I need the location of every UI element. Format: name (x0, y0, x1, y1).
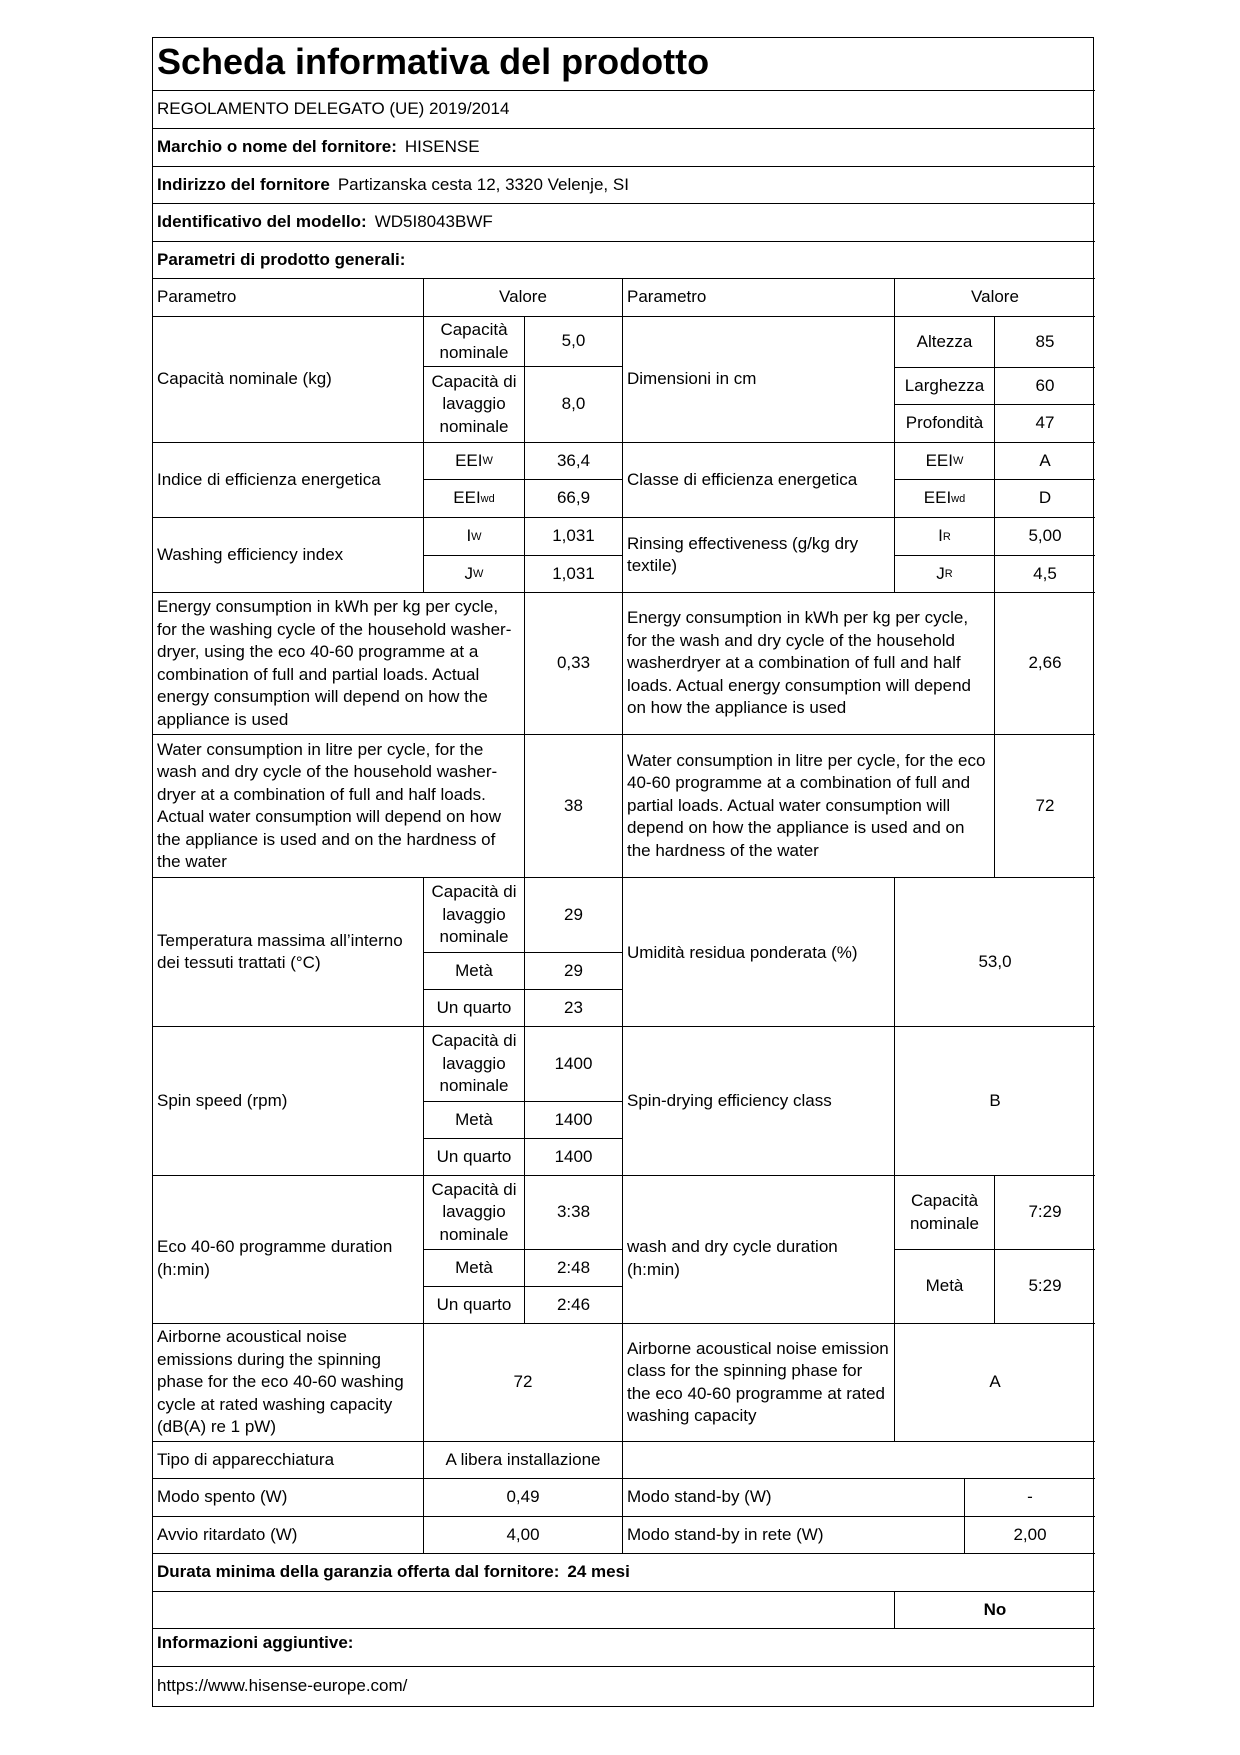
eei-label: Indice di efficienza energetica (153, 443, 424, 518)
rinsing-jr-symbol: J R (895, 556, 995, 593)
noise-class-value: A (895, 1324, 1095, 1442)
network-standby-label: Modo stand-by in rete (W) (623, 1517, 965, 1554)
eei-w-symbol: EEI W (424, 443, 525, 480)
moisture-value: 53,0 (895, 878, 1095, 1027)
washdry-duration-label: wash and dry cycle duration (h:min) (623, 1176, 895, 1324)
warranty-empty-cell (153, 1592, 895, 1629)
model-row (153, 204, 1095, 242)
supplier-address-label: Indirizzo del fornitore (157, 174, 330, 194)
appliance-type-label: Tipo di apparecchiatura (153, 1442, 424, 1479)
temperature-row-label: Capacità di lavaggio nominale (424, 878, 525, 953)
capacity-rated-label: Capacità nominale (424, 317, 525, 367)
header-valore-right: Valore (895, 279, 1095, 317)
duration-row-value: 2:46 (525, 1287, 623, 1324)
supplier-address-row (153, 167, 1095, 204)
off-mode-label: Modo spento (W) (153, 1479, 424, 1517)
noise-class-label: Airborne acoustical noise emission class for the spinning phase for the eco 40-60 programme at rated washing capacity (623, 1324, 895, 1442)
spin-label: Spin speed (rpm) (153, 1027, 424, 1176)
eei-wd-value: 66,9 (525, 480, 623, 518)
duration-row-value: 2:48 (525, 1250, 623, 1287)
eei-w-value: 36,4 (525, 443, 623, 480)
spin-row-value: 1400 (525, 1027, 623, 1102)
capacity-label: Capacità nominale (kg) (153, 317, 424, 443)
temperature-row-value: 29 (525, 878, 623, 953)
spin-row-label: Capacità di lavaggio nominale (424, 1027, 525, 1102)
product-information-sheet (152, 37, 1094, 1707)
supplier-address-value: Partizanska cesta 12, 3320 Velenje, SI (337, 174, 629, 194)
network-standby-value: 2,00 (965, 1517, 1095, 1554)
energy-washdry-label: Energy consumption in kWh per kg per cycle, for the wash and dry cycle of the household washerdryer at a combination of full and half loads. Actual energy consumption will depend on how the appliance is used (623, 593, 995, 735)
rinsing-label: Rinsing effectiveness (g/kg dry textile) (623, 518, 895, 593)
supplier-brand-value: HISENSE (404, 137, 480, 157)
temperature-row-value: 29 (525, 953, 623, 990)
duration-label: Eco 40-60 programme duration (h:min) (153, 1176, 424, 1324)
spin-class-label: Spin-drying efficiency class (623, 1027, 895, 1176)
appliance-type-value: A libera installazione (424, 1442, 623, 1479)
water-eco-label: Water consumption in litre per cycle, for the eco 40-60 programme at a combination of full and partial loads. Actual water consumption will depend on how the appliance is used and on the hardness of the water (623, 735, 995, 878)
duration-row-label: Metà (424, 1250, 525, 1287)
page-title: Scheda informativa del prodotto (153, 38, 1095, 91)
temperature-row-value: 23 (525, 990, 623, 1027)
temperature-row-label: Metà (424, 953, 525, 990)
moisture-label: Umidità residua ponderata (%) (623, 878, 895, 1027)
dimensions-width-value: 60 (995, 368, 1095, 405)
capacity-rated-value: 5,0 (525, 317, 623, 367)
supplier-brand-row (153, 129, 1095, 167)
off-mode-value: 0,49 (424, 1479, 623, 1517)
noise-value: 72 (424, 1324, 623, 1442)
rinsing-jr-value: 4,5 (995, 556, 1095, 593)
energy-class-w-value: A (995, 443, 1095, 480)
spin-row-label: Metà (424, 1102, 525, 1139)
warranty-value: 24 mesi (567, 1562, 630, 1582)
dimensions-height-value: 85 (995, 317, 1095, 368)
header-parametro-right: Parametro (623, 279, 895, 317)
water-washdry-label: Water consumption in litre per cycle, for the wash and dry cycle of the household washer-dryer at a combination of full and half loads. Actual water consumption will depend on how the appliance is used and on the hardness of the water (153, 735, 525, 878)
warranty-no-value: No (895, 1592, 1095, 1629)
capacity-washing-label: Capacità di lavaggio nominale (424, 367, 525, 443)
washing-iw-value: 1,031 (525, 518, 623, 556)
washing-jw-value: 1,031 (525, 556, 623, 593)
delay-start-label: Avvio ritardato (W) (153, 1517, 424, 1554)
dimensions-width-label: Larghezza (895, 368, 995, 405)
duration-row-label: Un quarto (424, 1287, 525, 1324)
energy-wash-label: Energy consumption in kWh per kg per cycle, for the washing cycle of the household washer-dryer, using the eco 40-60 programme at a combination of full and partial loads. Actual energy consumption will depend on how the appliance is used (153, 593, 525, 735)
spin-row-value: 1400 (525, 1139, 623, 1176)
general-parameters-title: Parametri di prodotto generali: (153, 242, 1095, 279)
energy-class-w-symbol: EEI W (895, 443, 995, 480)
warranty-label: Durata minima della garanzia offerta dal fornitore: (157, 1562, 560, 1582)
warranty-row (153, 1554, 1095, 1592)
energy-class-label: Classe di efficienza energetica (623, 443, 895, 518)
dimensions-label: Dimensioni in cm (623, 317, 895, 443)
water-eco-value: 72 (995, 735, 1095, 878)
noise-label: Airborne acoustical noise emissions during the spinning phase for the eco 40-60 washing cycle at rated washing capacity (dB(A) re 1 pW) (153, 1324, 424, 1442)
duration-row-label: Capacità di lavaggio nominale (424, 1176, 525, 1250)
standby-value: - (965, 1479, 1095, 1517)
additional-info-url[interactable]: https://www.hisense-europe.com/ (157, 1676, 408, 1696)
capacity-washing-value: 8,0 (525, 367, 623, 443)
spin-row-label: Un quarto (424, 1139, 525, 1176)
washdry-duration-row-label: Capacità nominale (895, 1176, 995, 1250)
washing-index-label: Washing efficiency index (153, 518, 424, 593)
header-valore-left: Valore (424, 279, 623, 317)
rinsing-ir-symbol: I R (895, 518, 995, 556)
additional-info-label: Informazioni aggiuntive: (153, 1629, 1095, 1667)
spin-class-value: B (895, 1027, 1095, 1176)
rinsing-ir-value: 5,00 (995, 518, 1095, 556)
temperature-label: Temperatura massima all’interno dei tessuti trattati (°C) (153, 878, 424, 1027)
dimensions-depth-label: Profondità (895, 405, 995, 443)
water-washdry-value: 38 (525, 735, 623, 878)
energy-class-wd-value: D (995, 480, 1095, 518)
energy-wash-value: 0,33 (525, 593, 623, 735)
model-value: WD5I8043BWF (374, 212, 493, 232)
temperature-row-label: Un quarto (424, 990, 525, 1027)
washing-jw-symbol: J W (424, 556, 525, 593)
washdry-duration-row-value: 5:29 (995, 1250, 1095, 1324)
energy-class-wd-symbol: EEI wd (895, 480, 995, 518)
regulation: REGOLAMENTO DELEGATO (UE) 2019/2014 (153, 91, 1095, 129)
dimensions-depth-value: 47 (995, 405, 1095, 443)
washing-iw-symbol: I W (424, 518, 525, 556)
spin-row-value: 1400 (525, 1102, 623, 1139)
header-parametro-left: Parametro (153, 279, 424, 317)
dimensions-height-label: Altezza (895, 317, 995, 368)
delay-start-value: 4,00 (424, 1517, 623, 1554)
eei-wd-symbol: EEI wd (424, 480, 525, 518)
supplier-brand-label: Marchio o nome del fornitore: (157, 137, 397, 157)
appliance-type-empty (623, 1442, 1095, 1479)
duration-row-value: 3:38 (525, 1176, 623, 1250)
washdry-duration-row-label: Metà (895, 1250, 995, 1324)
washdry-duration-row-value: 7:29 (995, 1176, 1095, 1250)
standby-label: Modo stand-by (W) (623, 1479, 965, 1517)
model-label: Identificativo del modello: (157, 212, 367, 232)
energy-washdry-value: 2,66 (995, 593, 1095, 735)
